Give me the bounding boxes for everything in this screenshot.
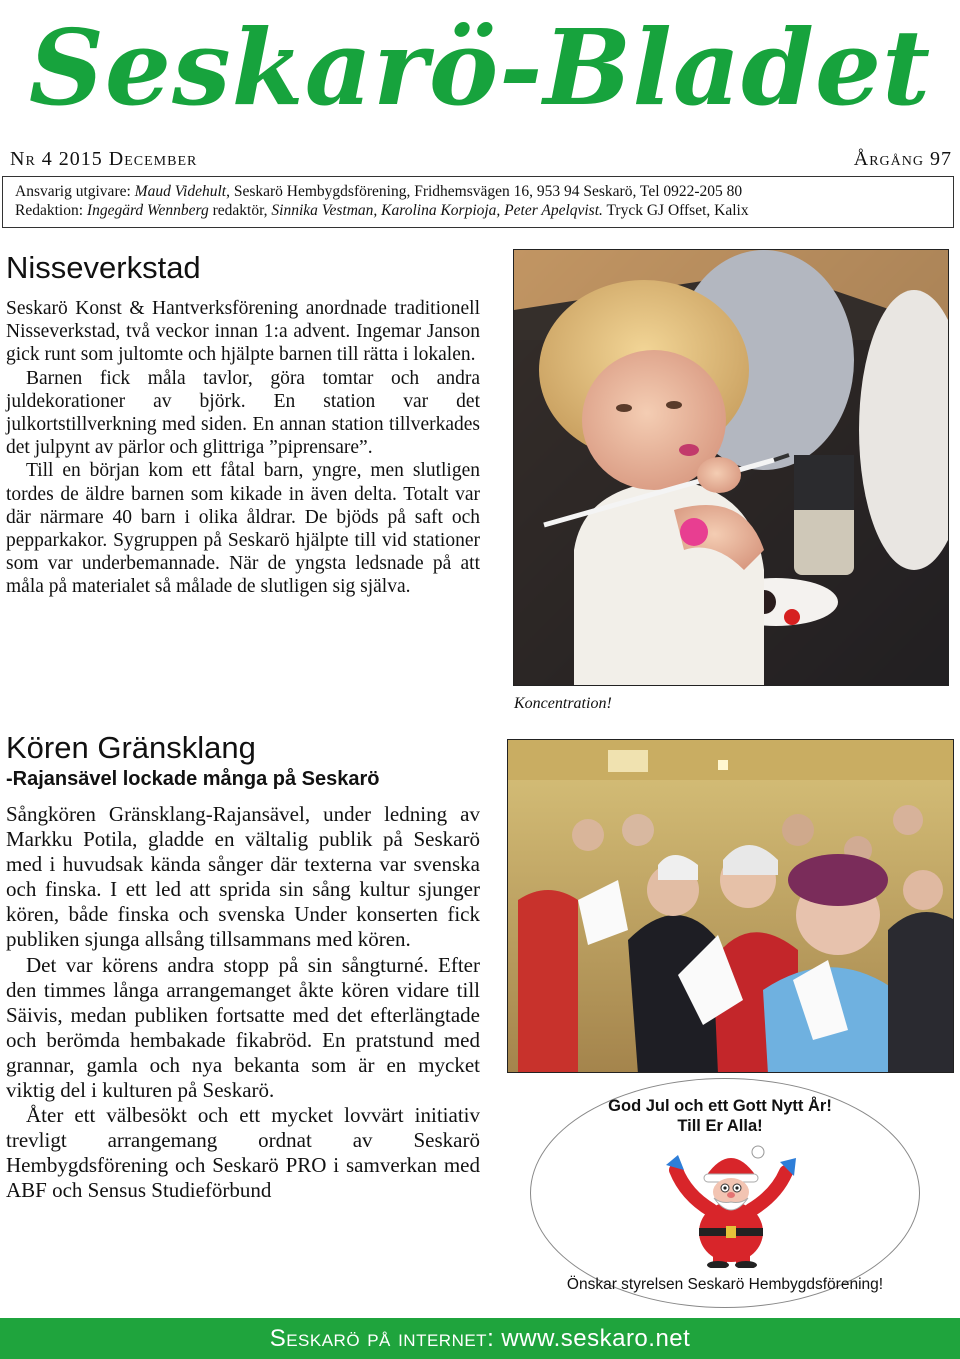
article2-subheading: -Rajansävel lockade många på Seskarö (6, 768, 380, 790)
staff-box (2, 176, 954, 228)
print-info: Tryck GJ Offset, Kalix (602, 202, 749, 219)
article1-body (6, 297, 480, 599)
issue-row (10, 148, 952, 174)
staff-line-1 (15, 182, 945, 201)
masthead-title: Seskarö-Bladet (28, 6, 932, 129)
editorial-names: Sinnika Vestman, Karolina Korpioja, Peter Apelqvist. (271, 202, 603, 219)
photo-choir-audience-image (508, 740, 954, 1073)
footer-label: Seskarö på internet: (269, 1325, 495, 1352)
greeting-line-1: God Jul och ett Gott Nytt År! (608, 1097, 832, 1115)
footer-bar (0, 1318, 960, 1359)
issue-label: Nr 4 2015 December (10, 148, 198, 170)
article2-paragraph-3: Åter ett välbesökt och ett mycket lovvärt initiativ trevligt arrangemang ordnat av Seskarö Hembygdsförening och Seskarö PRO i samverkan med ABF och Sensus Studieförbund (6, 1103, 480, 1203)
footer-url[interactable]: www.seskaro.net (501, 1325, 691, 1352)
photo-child-painting (513, 249, 949, 686)
staff-line-2 (15, 201, 945, 220)
article2-body (6, 802, 480, 1204)
publisher-name: Maud Videhult (134, 183, 227, 200)
editor-role: redaktör, (208, 202, 272, 219)
article1-heading: Nisseverkstad (6, 250, 201, 285)
publisher-address: , Seskarö Hembygdsförening, Fridhemsvägen 16, 953 94 Seskarö, Tel 0922-205 80 (226, 183, 743, 200)
photo-child-painting-image (514, 250, 949, 686)
santa-illustration (656, 1140, 806, 1268)
greeting-footer: Önskar styrelsen Seskarö Hembygdsförening! (566, 1276, 884, 1293)
photo-choir-audience (507, 739, 954, 1073)
article2-paragraph-2: Det var körens andra stopp på sin sångturné. Efter den timmes långa arrangemanget åkte kören vidare till Säivis, medan publiken fortsatte med det efterlängtade och berömda hembakade fikabröd. En pratstund med grannar, gamla och nya bekanta som är en mycket viktig del i kulturen på Seskarö. (6, 952, 480, 1103)
article1-paragraph-3: Till en början kom ett fåtal barn, yngre, men slutligen tordes de äldre barnen som kikade in även delta. Totalt var där närmare 40 barn i olika åldrar. De bjöds på saft och pepparkakor. Sygruppen på Seskarö hjälpte till vid stationer som var underbemannade. När de yngsta ledsnade på att måla på materialet så målade de slutligen sig själva. (6, 460, 480, 598)
article2-paragraph-1: Sångkören Gränsklang-Rajansävel, under ledning av Markku Potila, gladde en vältalig publik på Seskarö med i huvudsak kända sånger där texterna var svenska och finska. I ett led att sprida sin sång kultur sjunger kören, både finska och svenska Under konserten fick publiken sjunga allsång tillsammans med kören. (6, 802, 480, 952)
photo-child-caption: Koncentration! (514, 695, 612, 712)
greeting-line-2: Till Er Alla! (677, 1117, 763, 1135)
publisher-label: Ansvarig utgivare: (15, 183, 131, 200)
editor-name: Ingegärd Wennberg (86, 202, 209, 219)
article1-paragraph-1: Seskarö Konst & Hantverksförening anordnade traditionell Nisseverkstad, två veckor innan 1:a advent. Ingemar Janson gick runt som jultomte och hjälpte barnen till rätta i lokalen. (6, 298, 480, 366)
article1-paragraph-2: Barnen fick måla tavlor, göra tomtar och andra juldekorationer av björk. En station var det julkortstillverkning med siden. En annan station tillverkades det julpynt av pärlor och glittriga ”piprensare”. (6, 367, 480, 459)
article2-heading: Kören Gränsklang (6, 730, 256, 765)
volume-label: Årgång 97 (853, 148, 952, 170)
santa-icon (656, 1140, 806, 1268)
editorial-label: Redaktion: (15, 202, 84, 219)
